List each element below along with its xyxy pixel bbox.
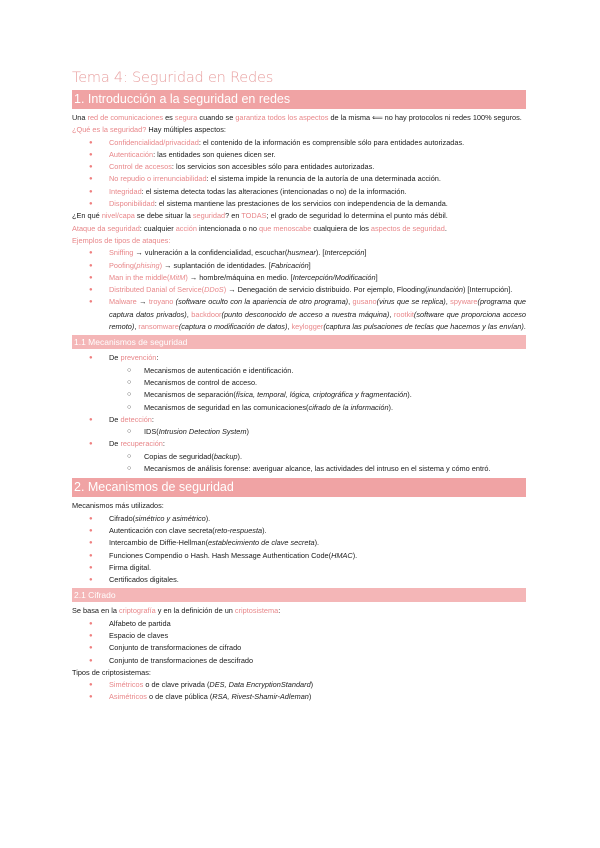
list-item: ○ Mecanismos de control de acceso. <box>72 377 526 389</box>
list-item: ● Conjunto de transformaciones de descifrado <box>72 655 526 667</box>
list-item: ○ Mecanismos de autenticación e identificación. <box>72 365 526 377</box>
list-item: ● Control de accesos: los servicios son accesibles sólo para entidades autorizadas. <box>72 161 526 173</box>
list-item: ● Simétricos o de clave privada (DES, Data EncryptionStandard) <box>72 679 526 691</box>
list-item: ● Alfabeto de partida <box>72 618 526 630</box>
list-item: ● Autenticación con clave secreta(reto-respuesta). <box>72 525 526 537</box>
list-item: ○ Copias de seguridad(backup). <box>72 451 526 463</box>
section-1-1-heading: 1.1 Mecanismos de seguridad <box>72 335 526 349</box>
list-item: ● Firma digital. <box>72 562 526 574</box>
document-title: Tema 4: Seguridad en Redes <box>72 70 274 86</box>
list-item: ● De detección: <box>72 414 526 426</box>
list-item: ● Sniffing → vulneración a la confidencialidad, escuchar(husmear). [Intercepción] <box>72 247 526 259</box>
section-2-intro: Mecanismos más utilizados: <box>72 501 164 511</box>
prevention-sublist <box>72 365 526 414</box>
list-item: ● De recuperación: <box>72 438 526 450</box>
attack-examples-title: Ejemplos de tipos de ataques: <box>72 235 171 245</box>
list-item: ● Integridad: el sistema detecta todas las alteraciones (intencionadas o no) de la información. <box>72 186 526 198</box>
list-item: ● Man in the middle(MitM) → hombre/máquina en medio. [Intercepción/Modificación] <box>72 272 526 284</box>
security-aspects-list <box>72 137 526 211</box>
section-2-heading: 2. Mecanismos de seguridad <box>72 478 526 497</box>
cipher-intro: Se basa en la criptografía y en la definición de un criptosistema: <box>72 606 281 616</box>
mechanisms-list-recovery <box>72 438 526 450</box>
security-level-paragraph: ¿En qué nivel/capa se debe situar la seguridad? en TODAS; el grado de seguridad lo determina el punto más débil. <box>72 211 448 221</box>
cryptosystem-types-title: Tipos de criptosistemas: <box>72 667 151 677</box>
list-item: ● Poofing(phising) → suplantación de identidades. [Fabricación] <box>72 260 526 272</box>
list-item: ○ Mecanismos de separación(física, temporal, lógica, criptográfica y fragmentación). <box>72 389 526 401</box>
cryptosystem-types-list <box>72 679 526 704</box>
list-item: ○ Mecanismos de seguridad en las comunicaciones(cifrado de la información). <box>72 402 526 414</box>
list-item: ● De prevención: <box>72 352 526 364</box>
detection-sublist <box>72 426 526 438</box>
list-item: ● Conjunto de transformaciones de cifrado <box>72 642 526 654</box>
attack-types-list <box>72 247 526 333</box>
list-item: ● Funciones Compendio o Hash. Hash Message Authentication Code(HMAC). <box>72 550 526 562</box>
list-item: ● Confidencialidad/privacidad: el contenido de la información es comprensible sólo para entidades autorizadas. <box>72 137 526 149</box>
list-item: ● No repudio o irrenunciabilidad: el sistema impide la renuncia de la autoría de una determinada acción. <box>72 173 526 185</box>
list-item: ● Autenticación: las entidades son quienes dicen ser. <box>72 149 526 161</box>
list-item: ● Certificados digitales. <box>72 574 526 586</box>
intro-paragraph: Una red de comunicaciones es segura cuando se garantiza todos los aspectos de la misma ⟸ no hay protocolos ni redes 100% seguros. <box>72 113 522 122</box>
section-1-heading: 1. Introducción a la seguridad en redes <box>72 90 526 109</box>
security-question: ¿Qué es la seguridad? Hay múltiples aspectos: <box>72 125 226 135</box>
attack-definition: Ataque da seguridad: cualquier acción intencionada o no que menoscabe cualquiera de los aspectos de seguridad. <box>72 223 447 233</box>
recovery-sublist <box>72 451 526 476</box>
mechanisms-list <box>72 352 526 364</box>
list-item: ● Disponibilidad: el sistema mantiene las prestaciones de los servicios con independencia de la demanda. <box>72 198 526 210</box>
list-item: ● Asimétricos o de clave pública (RSA, Rivest-Shamir-Adleman) <box>72 691 526 703</box>
list-item: ● Espacio de claves <box>72 630 526 642</box>
mechanisms-list-detection <box>72 414 526 426</box>
security-mechanisms-list <box>72 513 526 587</box>
list-item: ○ Mecanismos de análisis forense: averiguar alcance, las actividades del intruso en el sistema y cómo entró. <box>72 463 526 475</box>
list-item: ● Intercambio de Diffie-Hellman(establecimiento de clave secreta). <box>72 537 526 549</box>
cryptosystem-parts-list <box>72 618 526 667</box>
list-item: ● Cifrado(simétrico y asimétrico). <box>72 513 526 525</box>
document-page <box>72 70 526 704</box>
list-item: ● Malware → troyano (software oculto con la apariencia de otro programa), gusano(virus que se replica), spyware(programa que captura datos privados), backdoor(punto desconocido de acceso a nuestra máquina), rootkit(software que proporciona acceso remoto), ransomware(captura o modificación de datos), keylogger(captura las pulsaciones de teclas que hacemos y las envían). <box>72 296 526 333</box>
list-item: ● Distributed Danial of Service(DDoS) → Denegación de servicio distribuido. Por ejemplo, Flooding(inundación) [Interrupción]. <box>72 284 526 296</box>
section-2-1-heading: 2.1 Cifrado <box>72 588 526 602</box>
list-item: ○ IDS(Intrusion Detection System) <box>72 426 526 438</box>
